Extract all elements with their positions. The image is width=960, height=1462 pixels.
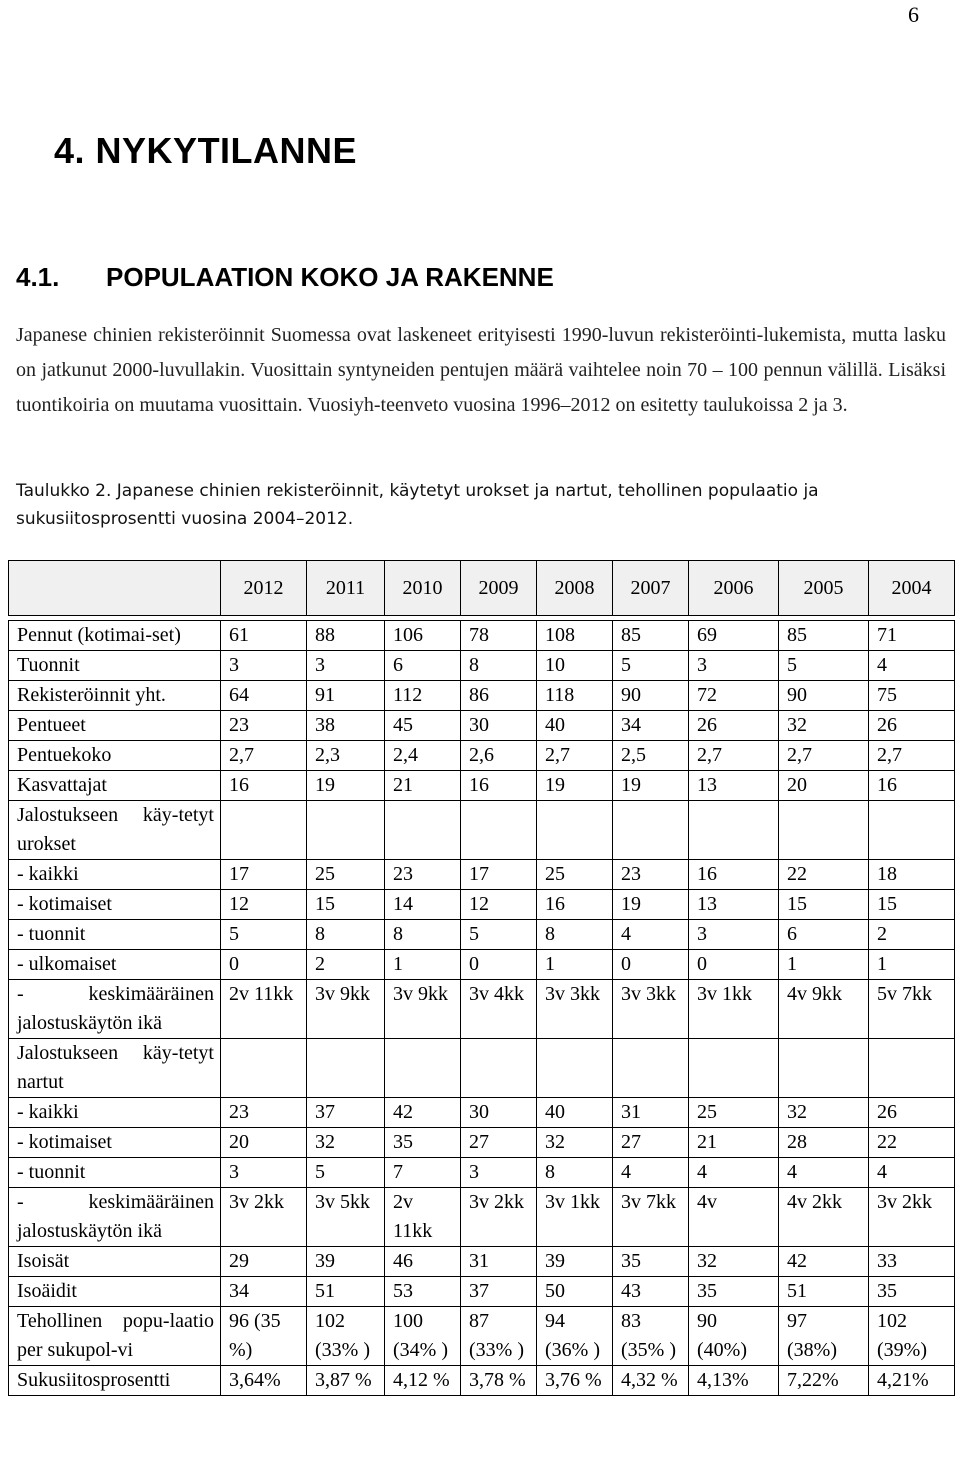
table-cell: 29 xyxy=(221,1247,307,1277)
row-label: - keskimääräinen jalostuskäytön ikä xyxy=(9,1188,221,1247)
table-cell: 27 xyxy=(613,1128,689,1158)
table-row xyxy=(9,1366,955,1396)
table-cell: 3,76 % xyxy=(537,1366,613,1396)
table-cell: 19 xyxy=(537,771,613,801)
row-label: - keskimääräinen jalostuskäytön ikä xyxy=(9,980,221,1039)
subsection-number: 4.1. xyxy=(16,262,60,292)
table-cell: 4,12 % xyxy=(385,1366,461,1396)
table-cell: 3v 3kk xyxy=(613,980,689,1039)
row-label: Pentuekoko xyxy=(9,741,221,771)
table-header-row xyxy=(9,561,955,616)
table-cell: 2,7 xyxy=(689,741,779,771)
table-cell: 23 xyxy=(613,860,689,890)
table-cell: 3 xyxy=(689,920,779,950)
table-cell: 1 xyxy=(537,950,613,980)
table-cell: 4 xyxy=(689,1158,779,1188)
row-label: Jalostukseen käy-tetyt nartut xyxy=(9,1039,221,1098)
table-cell xyxy=(385,801,461,860)
table-cell: 35 xyxy=(869,1277,955,1307)
table-cell: 16 xyxy=(689,860,779,890)
table-cell: 94 (36% ) xyxy=(537,1307,613,1366)
table-cell: 32 xyxy=(537,1128,613,1158)
table-cell: 3 xyxy=(461,1158,537,1188)
table-cell: 4v 2kk xyxy=(779,1188,869,1247)
table-cell: 78 xyxy=(461,621,537,651)
table-cell: 2,7 xyxy=(221,741,307,771)
table-cell: 13 xyxy=(689,890,779,920)
table-cell: 26 xyxy=(689,711,779,741)
table-cell: 13 xyxy=(689,771,779,801)
table-cell: 12 xyxy=(221,890,307,920)
table-cell: 2v 11kk xyxy=(221,980,307,1039)
table-cell: 15 xyxy=(307,890,385,920)
table-cell: 31 xyxy=(613,1098,689,1128)
table-cell: 4 xyxy=(613,920,689,950)
year-header-cell: 2005 xyxy=(779,561,869,616)
row-label: - kotimaiset xyxy=(9,1128,221,1158)
table-cell: 85 xyxy=(613,621,689,651)
table-row xyxy=(9,920,955,950)
table-cell: 40 xyxy=(537,711,613,741)
table-cell: 15 xyxy=(779,890,869,920)
table-cell: 51 xyxy=(779,1277,869,1307)
registration-table xyxy=(8,560,955,1396)
table-cell: 42 xyxy=(385,1098,461,1128)
table-cell: 102 (39%) xyxy=(869,1307,955,1366)
table-cell: 8 xyxy=(461,651,537,681)
table-cell: 3 xyxy=(221,651,307,681)
table-row xyxy=(9,950,955,980)
section-heading xyxy=(54,130,357,172)
table-cell: 22 xyxy=(869,1128,955,1158)
header-corner-cell xyxy=(9,561,221,616)
table-cell: 0 xyxy=(613,950,689,980)
table-cell xyxy=(537,801,613,860)
table-cell xyxy=(221,801,307,860)
table-cell: 100 (34% ) xyxy=(385,1307,461,1366)
year-header-cell: 2006 xyxy=(689,561,779,616)
table-cell: 45 xyxy=(385,711,461,741)
table-row xyxy=(9,860,955,890)
table-cell xyxy=(869,1039,955,1098)
table-cell: 27 xyxy=(461,1128,537,1158)
year-header-cell: 2009 xyxy=(461,561,537,616)
table-cell: 3v 4kk xyxy=(461,980,537,1039)
table-cell: 35 xyxy=(613,1247,689,1277)
table-cell xyxy=(221,1039,307,1098)
table-cell xyxy=(779,801,869,860)
table-cell: 25 xyxy=(307,860,385,890)
table-cell: 2 xyxy=(869,920,955,950)
table-cell: 31 xyxy=(461,1247,537,1277)
table-cell: 102 (33% ) xyxy=(307,1307,385,1366)
table-cell: 22 xyxy=(779,860,869,890)
table-cell: 2,7 xyxy=(779,741,869,771)
table-cell: 39 xyxy=(307,1247,385,1277)
table-cell xyxy=(537,1039,613,1098)
table-cell: 86 xyxy=(461,681,537,711)
table-cell: 3v 3kk xyxy=(537,980,613,1039)
table-cell: 28 xyxy=(779,1128,869,1158)
table-cell: 2v 11kk xyxy=(385,1188,461,1247)
table-cell: 16 xyxy=(221,771,307,801)
table-cell: 34 xyxy=(221,1277,307,1307)
table-cell: 19 xyxy=(307,771,385,801)
table-cell: 8 xyxy=(307,920,385,950)
subsection-heading xyxy=(16,262,554,293)
table-cell: 21 xyxy=(385,771,461,801)
table-cell xyxy=(613,1039,689,1098)
table-cell: 108 xyxy=(537,621,613,651)
table-cell xyxy=(307,1039,385,1098)
table-row xyxy=(9,801,955,860)
table-cell: 4 xyxy=(779,1158,869,1188)
row-label: Pentueet xyxy=(9,711,221,741)
table-cell: 3 xyxy=(307,651,385,681)
year-header-cell: 2004 xyxy=(869,561,955,616)
table-cell: 32 xyxy=(779,711,869,741)
table-cell: 15 xyxy=(869,890,955,920)
section-number: 4. xyxy=(54,130,86,171)
table-cell: 8 xyxy=(537,1158,613,1188)
year-header-cell: 2012 xyxy=(221,561,307,616)
table-cell: 3v 9kk xyxy=(385,980,461,1039)
table-cell: 5 xyxy=(613,651,689,681)
table-cell: 26 xyxy=(869,1098,955,1128)
table-cell: 83 (35% ) xyxy=(613,1307,689,1366)
section-title: NYKYTILANNE xyxy=(95,130,358,171)
table-cell: 6 xyxy=(385,651,461,681)
table-cell: 12 xyxy=(461,890,537,920)
table-cell: 18 xyxy=(869,860,955,890)
table-row xyxy=(9,1277,955,1307)
table-row xyxy=(9,651,955,681)
year-header-cell: 2008 xyxy=(537,561,613,616)
table-row xyxy=(9,621,955,651)
table-row xyxy=(9,1039,955,1098)
year-header-cell: 2011 xyxy=(307,561,385,616)
table-row xyxy=(9,1247,955,1277)
table-cell: 5 xyxy=(221,920,307,950)
row-label: Kasvattajat xyxy=(9,771,221,801)
table-cell: 1 xyxy=(779,950,869,980)
table-cell: 3v 2kk xyxy=(461,1188,537,1247)
table-cell: 3,64% xyxy=(221,1366,307,1396)
table-cell: 2,4 xyxy=(385,741,461,771)
page-number: 6 xyxy=(908,2,919,27)
table-cell: 20 xyxy=(221,1128,307,1158)
row-label: Isoisät xyxy=(9,1247,221,1277)
table-cell: 72 xyxy=(689,681,779,711)
table-cell xyxy=(461,1039,537,1098)
table-cell: 16 xyxy=(461,771,537,801)
row-label: Rekisteröinnit yht. xyxy=(9,681,221,711)
table-cell: 19 xyxy=(613,771,689,801)
table-cell: 20 xyxy=(779,771,869,801)
table-cell: 3,87 % xyxy=(307,1366,385,1396)
table-cell: 90 xyxy=(779,681,869,711)
table-cell xyxy=(385,1039,461,1098)
table-cell: 10 xyxy=(537,651,613,681)
table-cell: 37 xyxy=(461,1277,537,1307)
table-row xyxy=(9,711,955,741)
table-cell: 30 xyxy=(461,1098,537,1128)
table-cell: 43 xyxy=(613,1277,689,1307)
table-cell: 42 xyxy=(779,1247,869,1277)
table-cell: 4v xyxy=(689,1188,779,1247)
table-cell: 37 xyxy=(307,1098,385,1128)
table-cell: 39 xyxy=(537,1247,613,1277)
table-cell: 21 xyxy=(689,1128,779,1158)
table-cell: 61 xyxy=(221,621,307,651)
table-cell: 2,6 xyxy=(461,741,537,771)
row-label: - tuonnit xyxy=(9,1158,221,1188)
table-cell: 30 xyxy=(461,711,537,741)
table-cell: 69 xyxy=(689,621,779,651)
table-cell: 16 xyxy=(537,890,613,920)
table-cell: 3v 2kk xyxy=(221,1188,307,1247)
table-cell: 3 xyxy=(689,651,779,681)
table-cell: 87 (33% ) xyxy=(461,1307,537,1366)
table-cell: 64 xyxy=(221,681,307,711)
row-label: Tuonnit xyxy=(9,651,221,681)
table-row xyxy=(9,890,955,920)
table-cell: 0 xyxy=(221,950,307,980)
table-cell xyxy=(613,801,689,860)
table-row xyxy=(9,1128,955,1158)
table-cell: 53 xyxy=(385,1277,461,1307)
table-cell: 3 xyxy=(221,1158,307,1188)
year-header-cell: 2010 xyxy=(385,561,461,616)
table-cell: 1 xyxy=(385,950,461,980)
table-cell xyxy=(779,1039,869,1098)
table-cell: 3v 1kk xyxy=(537,1188,613,1247)
table-cell: 4 xyxy=(869,651,955,681)
table-cell: 2 xyxy=(307,950,385,980)
table-cell: 96 (35 %) xyxy=(221,1307,307,1366)
table-cell: 90 (40%) xyxy=(689,1307,779,1366)
table-cell: 97 (38%) xyxy=(779,1307,869,1366)
table-cell: 23 xyxy=(221,1098,307,1128)
row-label: Sukusiitosprosentti xyxy=(9,1366,221,1396)
table-row xyxy=(9,1158,955,1188)
table-cell: 5 xyxy=(779,651,869,681)
table-cell: 2,7 xyxy=(537,741,613,771)
table-cell: 4,21% xyxy=(869,1366,955,1396)
table-cell: 23 xyxy=(385,860,461,890)
table-cell: 75 xyxy=(869,681,955,711)
table-cell: 118 xyxy=(537,681,613,711)
table-cell: 35 xyxy=(689,1277,779,1307)
table-caption: Taulukko 2. Japanese chinien rekisteröinnit, käytetyt urokset ja nartut, tehollinen populaatio ja sukusiitosprosentti vuosina 2004–2012. xyxy=(16,481,819,529)
table-cell: 5v 7kk xyxy=(869,980,955,1039)
table-cell: 5 xyxy=(461,920,537,950)
table-cell: 19 xyxy=(613,890,689,920)
table-cell: 3v 1kk xyxy=(689,980,779,1039)
intro-paragraph: Japanese chinien rekisteröinnit Suomessa ovat laskeneet erityisesti 1990-luvun rekisteröinti-lukemista, mutta lasku on jatkunut 2000-luvullakin. Vuosittain syntyneiden pentujen määrä vaihtelee noin 70 – 100 pennun välillä. Lisäksi tuontikoiria on muutama vuosittain. Vuosiyh-teenveto vuosina 1996–2012 on esitetty taulukoissa 2 ja 3. xyxy=(16,324,946,416)
table-cell: 34 xyxy=(613,711,689,741)
row-label: Pennut (kotimai-set) xyxy=(9,621,221,651)
table-cell: 32 xyxy=(307,1128,385,1158)
table-cell: 25 xyxy=(689,1098,779,1128)
table-cell: 4,32 % xyxy=(613,1366,689,1396)
table-cell: 46 xyxy=(385,1247,461,1277)
table-cell: 6 xyxy=(779,920,869,950)
table-cell: 2,5 xyxy=(613,741,689,771)
table-cell: 4 xyxy=(869,1158,955,1188)
table-cell: 3v 9kk xyxy=(307,980,385,1039)
table-cell xyxy=(689,1039,779,1098)
subsection-title: POPULAATION KOKO JA RAKENNE xyxy=(106,262,554,292)
row-label: - kaikki xyxy=(9,860,221,890)
row-label: - kotimaiset xyxy=(9,890,221,920)
table-cell: 2,3 xyxy=(307,741,385,771)
table-cell: 51 xyxy=(307,1277,385,1307)
table-cell: 32 xyxy=(689,1247,779,1277)
table-cell: 1 xyxy=(869,950,955,980)
table-cell xyxy=(689,801,779,860)
table-cell: 32 xyxy=(779,1098,869,1128)
year-header-cell: 2007 xyxy=(613,561,689,616)
table-cell: 7,22% xyxy=(779,1366,869,1396)
table-cell: 3,78 % xyxy=(461,1366,537,1396)
table-cell: 33 xyxy=(869,1247,955,1277)
table-cell: 14 xyxy=(385,890,461,920)
table-cell xyxy=(307,801,385,860)
row-label: - ulkomaiset xyxy=(9,950,221,980)
table-cell: 90 xyxy=(613,681,689,711)
table-cell: 8 xyxy=(385,920,461,950)
table-cell: 38 xyxy=(307,711,385,741)
table-row xyxy=(9,1307,955,1366)
table-cell: 4 xyxy=(613,1158,689,1188)
table-cell: 25 xyxy=(537,860,613,890)
table-cell: 4,13% xyxy=(689,1366,779,1396)
row-label: Tehollinen popu-laatio per sukupol-vi xyxy=(9,1307,221,1366)
table-cell: 85 xyxy=(779,621,869,651)
table-cell: 23 xyxy=(221,711,307,741)
table-cell: 17 xyxy=(461,860,537,890)
table-cell: 4v 9kk xyxy=(779,980,869,1039)
table-cell: 3v 7kk xyxy=(613,1188,689,1247)
table-cell: 88 xyxy=(307,621,385,651)
row-label: - tuonnit xyxy=(9,920,221,950)
row-label: Jalostukseen käy-tetyt urokset xyxy=(9,801,221,860)
table-cell: 50 xyxy=(537,1277,613,1307)
table-cell: 5 xyxy=(307,1158,385,1188)
table-row xyxy=(9,1098,955,1128)
table-cell: 71 xyxy=(869,621,955,651)
row-label: Isoäidit xyxy=(9,1277,221,1307)
table-cell: 26 xyxy=(869,711,955,741)
table-cell: 2,7 xyxy=(869,741,955,771)
table-cell: 91 xyxy=(307,681,385,711)
table-cell: 0 xyxy=(689,950,779,980)
table-cell xyxy=(461,801,537,860)
table-cell: 106 xyxy=(385,621,461,651)
table-cell: 40 xyxy=(537,1098,613,1128)
table-row xyxy=(9,741,955,771)
table-cell xyxy=(869,801,955,860)
table-cell: 16 xyxy=(869,771,955,801)
table-cell: 0 xyxy=(461,950,537,980)
table-cell: 112 xyxy=(385,681,461,711)
table-cell: 7 xyxy=(385,1158,461,1188)
table-cell: 17 xyxy=(221,860,307,890)
table-row xyxy=(9,980,955,1039)
table-cell: 35 xyxy=(385,1128,461,1158)
table-row xyxy=(9,681,955,711)
row-label: - kaikki xyxy=(9,1098,221,1128)
table-cell: 3v 2kk xyxy=(869,1188,955,1247)
table-row xyxy=(9,771,955,801)
table-cell: 8 xyxy=(537,920,613,950)
table-cell: 3v 5kk xyxy=(307,1188,385,1247)
table-row xyxy=(9,1188,955,1247)
